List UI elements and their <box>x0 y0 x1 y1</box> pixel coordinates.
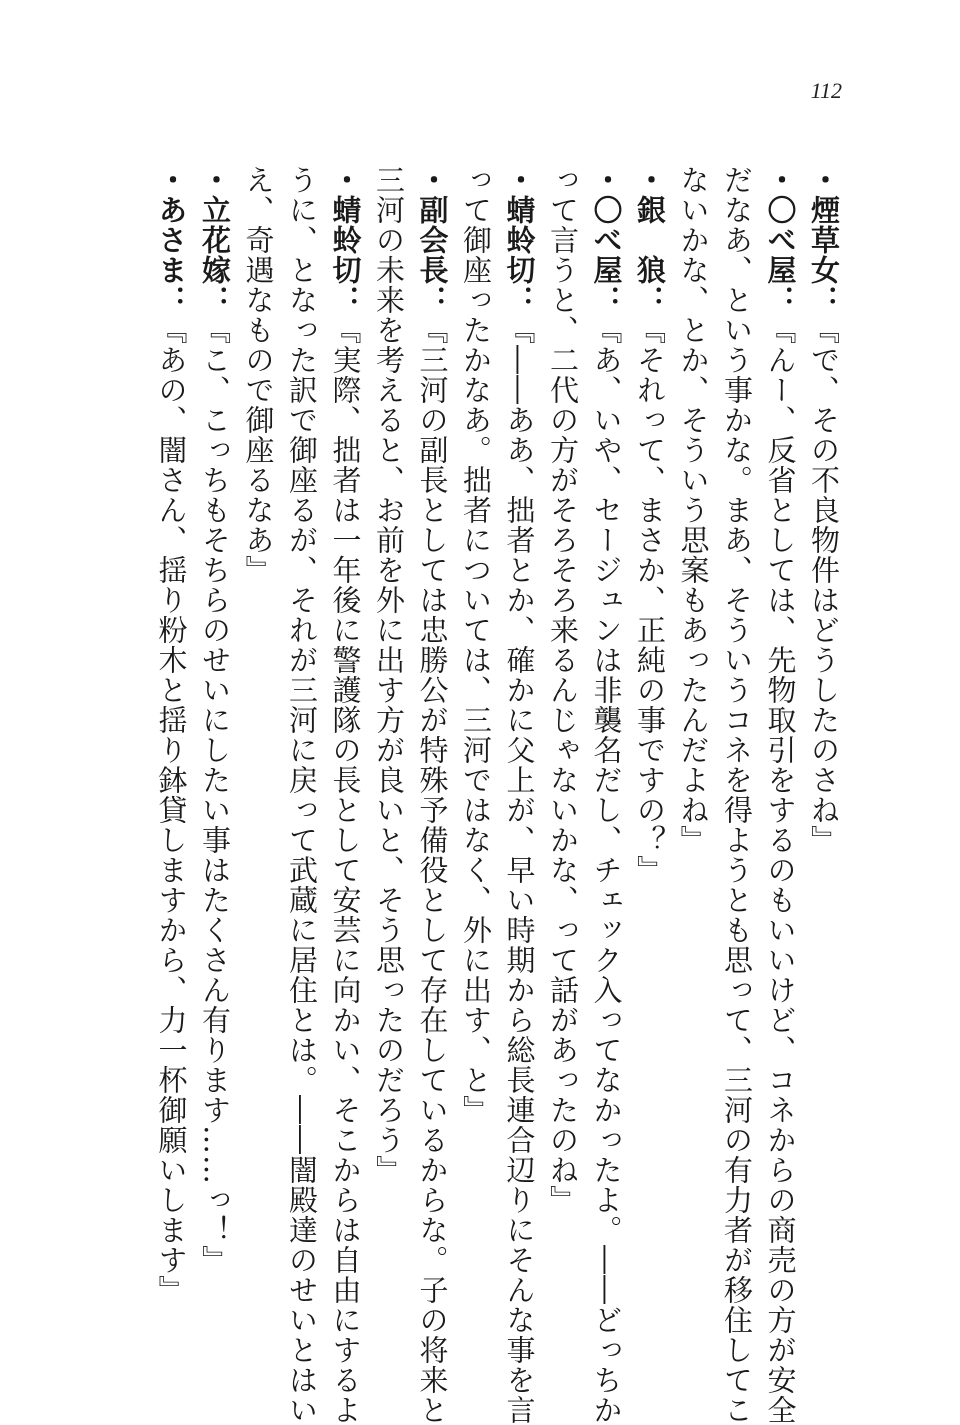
body-text <box>149 165 845 1425</box>
text-line <box>410 165 454 1425</box>
text-line <box>802 165 846 1215</box>
dialogue: え、奇遇なもので御座るなあ』 <box>241 165 276 585</box>
speaker-label: ・〇べ屋： <box>763 165 798 315</box>
speaker-label: ・立花嫁： <box>198 165 232 315</box>
text-line <box>454 165 498 1215</box>
text-line <box>236 165 280 1215</box>
text-line <box>541 165 585 1215</box>
text-line <box>280 165 324 1425</box>
text-line <box>193 165 237 1275</box>
text-line <box>628 165 672 1215</box>
text-line <box>497 165 541 1425</box>
dialogue: 三河の未来を考えると、お前を外に出す方が良いと、そう思ったのだろう』 <box>372 165 406 1185</box>
dialogue: 『で、その不良物件はどうしたのさね』 <box>807 315 841 855</box>
dialogue: 『んー、反省としては、先物取引をするのもいいけど、コネからの商売の方が安全 <box>763 315 798 1425</box>
text-line <box>584 165 628 1425</box>
speaker-label: ・副会長： <box>415 165 450 315</box>
dialogue: 『こ、こっちもそちらのせいにしたい事はたくさん有ります……っ！』 <box>198 315 232 1275</box>
dialogue: 『三河の副長としては忠勝公が特殊予備役として存在しているからな。子の将来と <box>415 315 450 1425</box>
speaker-label: ・煙草女： <box>807 165 841 315</box>
speaker-label: ・蜻蛉切： <box>328 165 363 315</box>
dialogue: 『あ、いや、セージュンは非襲名だし、チェック入ってなかったよ。――どっちか <box>589 315 624 1425</box>
speaker-label: ・蜻蛉切： <box>502 165 537 315</box>
dialogue: ないかな、とか、そういう思案もあったんだよね』 <box>676 165 711 855</box>
dialogue: うに、となった訳で御座るが、それが三河に戻って武蔵に居住とは。――闇殿達のせいとはい <box>285 165 319 1425</box>
dialogue: って言うと、二代の方がそろそろ来るんじゃないかな、って話があったのね』 <box>546 165 580 1215</box>
speaker-label: ・銀 狼： <box>633 165 667 315</box>
text-line <box>367 165 411 1215</box>
text-line <box>323 165 367 1425</box>
dialogue: 『それって、まさか、正純の事ですの？』 <box>633 315 667 885</box>
dialogue: 『――ああ、拙者とか、確かに父上が、早い時期から総長連合辺りにそんな事を言 <box>502 315 537 1425</box>
dialogue: 『あの、闇さん、揺り粉木と揺り鉢貸しますから、力一杯御願いします』 <box>154 315 189 1305</box>
text-line <box>715 165 759 1425</box>
text-line <box>149 165 193 1305</box>
speaker-label: ・〇べ屋： <box>589 165 624 315</box>
dialogue: って御座ったかなあ。拙者については、三河ではなく、外に出す、と』 <box>459 165 493 1125</box>
speaker-label: ・あさま： <box>154 165 189 315</box>
dialogue: 『実際、拙者は一年後に警護隊の長として安芸に向かい、そこからは自由にするよ <box>328 315 363 1425</box>
text-line <box>671 165 715 1215</box>
page-number: 112 <box>810 78 842 103</box>
text-line <box>758 165 802 1425</box>
dialogue: だなあ、という事かな。まあ、そういうコネを得ようとも思って、三河の有力者が移住してこ <box>720 165 754 1425</box>
